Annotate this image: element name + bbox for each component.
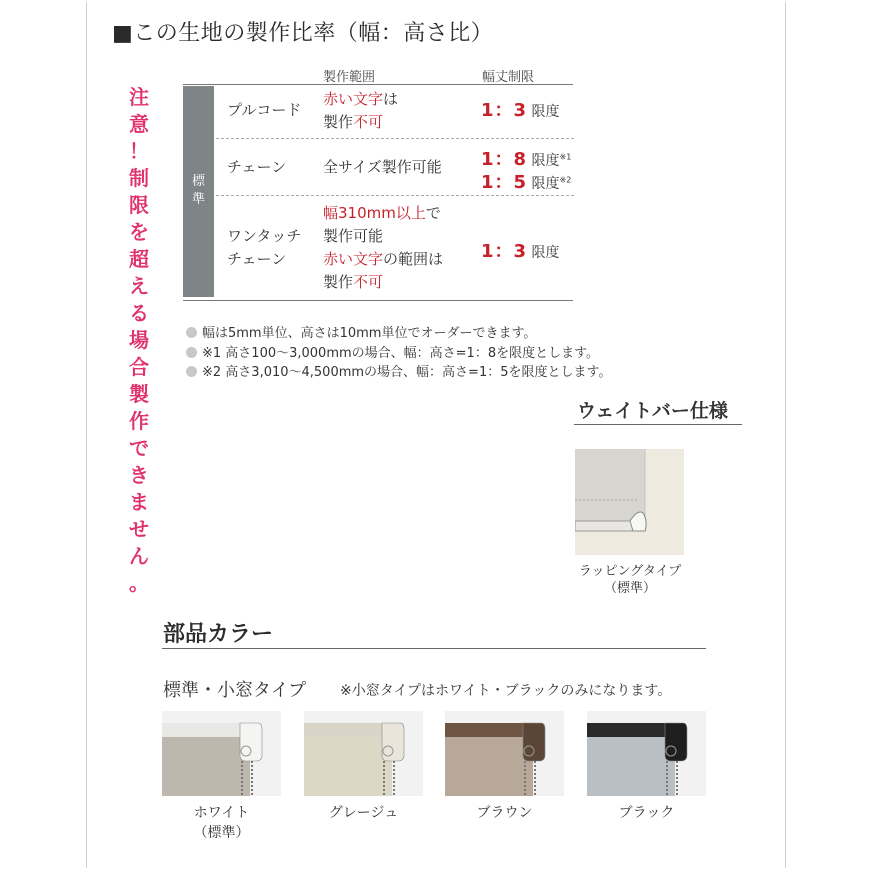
warning-char: ま [129, 490, 149, 514]
limit-ratio: 1：5 [481, 172, 528, 193]
row-name-line: チェーン [227, 158, 287, 176]
row-name-line: ワンタッチ [227, 227, 302, 245]
limit-ratio: 1：3 [481, 241, 528, 262]
range-text: 製作 [323, 273, 354, 291]
range-line [323, 271, 443, 294]
warning-char: 。 [129, 571, 149, 595]
row-range [323, 156, 442, 179]
range-text-red: 幅310mm以上 [323, 204, 426, 222]
weight-bar-caption: ラッピングタイプ （標準） [578, 564, 682, 596]
warning-char: き [129, 463, 149, 487]
range-text: の範囲は [383, 250, 444, 268]
warning-char: せ [129, 517, 149, 541]
row-name [227, 156, 286, 179]
swatch-name: ホワイト [193, 805, 250, 821]
row-divider [216, 138, 574, 139]
parts-note: ※小窓タイプはホワイト・ブラックのみになります。 [340, 683, 672, 699]
swatch-name: グレージュ [328, 805, 399, 821]
parts-color-title: 部品カラー [163, 622, 274, 647]
bullet-icon [186, 366, 197, 377]
range-text: 製作可能 [323, 227, 384, 245]
row-range [323, 88, 398, 134]
row-name-line: プルコード [227, 101, 302, 119]
swatch-label [445, 803, 564, 823]
range-text-red: 不可 [353, 113, 384, 131]
swatch-sub: （標準） [193, 825, 250, 841]
limit-label: 限度 [527, 245, 560, 261]
limit-footnote-mark: ※1 [559, 152, 572, 162]
weight-bar-image [575, 449, 684, 555]
range-text: 製作 [323, 113, 354, 131]
limit-ratio: 1：8 [481, 149, 528, 170]
range-line [323, 88, 398, 111]
range-line [323, 248, 443, 271]
warning-char: を [129, 220, 149, 244]
warning-char: る [129, 301, 149, 325]
warning-vertical-text [124, 84, 154, 597]
note-item: 幅は5mm単位、高さは10mm単位でオーダーできます。 [186, 322, 536, 341]
page-title: ■この生地の製作比率（幅：高さ比） [112, 21, 494, 46]
limit-label: 限度 [527, 104, 560, 120]
weight-bar-underline [574, 424, 742, 425]
range-text-red: 赤い文字 [323, 90, 384, 108]
swatch-label [162, 803, 281, 843]
warning-char: 場 [129, 328, 149, 352]
warning-char: 限 [129, 193, 149, 217]
range-line [323, 202, 443, 225]
row-name-line: チェーン [227, 250, 287, 268]
swatch-label [587, 803, 706, 823]
warning-char: え [129, 274, 149, 298]
row-divider [216, 195, 574, 196]
bullet-icon [186, 347, 197, 358]
range-line [323, 225, 443, 248]
row-name [227, 99, 301, 122]
limit-item [481, 237, 560, 263]
limit-label: 限度$^{※2}$ [527, 175, 572, 192]
parts-subtitle: 標準・小窓タイプ [163, 680, 307, 701]
warning-char: 合 [129, 355, 149, 379]
swatch-name: ブラック [618, 805, 675, 821]
warning-char: 超 [129, 247, 149, 271]
warning-char: ！ [129, 139, 149, 163]
limit-item [481, 168, 571, 194]
swatch-0 [162, 711, 281, 796]
column-header-limit: 幅丈制限 [482, 70, 535, 85]
row-name [227, 225, 301, 271]
row-range [323, 202, 443, 294]
swatch-3 [587, 711, 706, 796]
weight-bar-title: ウェイトバー仕様 [577, 400, 728, 422]
note-item: ※1 高さ100〜3,000mmの場合、幅：高さ=1：8を限度とします。 [186, 342, 599, 361]
limit-ratio: 1：3 [481, 100, 528, 121]
bullet-icon [186, 327, 197, 338]
range-text: で [425, 204, 441, 222]
warning-char: 注 [129, 85, 149, 109]
range-text-red: 赤い文字 [323, 250, 384, 268]
table-bottom-border [183, 300, 573, 301]
range-text: は [383, 90, 399, 108]
side-label: 標 準 [191, 174, 205, 207]
warning-char: で [129, 436, 149, 460]
range-text-red: 不可 [353, 273, 384, 291]
range-text: 全サイズ製作可能 [323, 158, 442, 176]
swatch-2 [445, 711, 564, 796]
parts-color-underline [162, 648, 706, 649]
warning-char: 意 [129, 112, 149, 136]
range-line [323, 156, 442, 179]
limit-label: 限度$^{※1}$ [527, 152, 572, 169]
column-header-range: 製作範囲 [323, 70, 376, 85]
warning-char: 制 [129, 166, 149, 190]
swatch-1 [304, 711, 423, 796]
note-item: ※2 高さ3,010〜4,500mmの場合、幅：高さ=1：5を限度とします。 [186, 361, 611, 380]
warning-char: 作 [129, 409, 149, 433]
limit-item [481, 96, 560, 122]
range-line [323, 111, 398, 134]
swatch-name: ブラウン [476, 805, 533, 821]
table-top-border [183, 84, 573, 85]
warning-char: 製 [129, 382, 149, 406]
swatch-label [304, 803, 423, 823]
warning-char: ん [129, 544, 149, 568]
limit-footnote-mark: ※2 [559, 175, 572, 185]
